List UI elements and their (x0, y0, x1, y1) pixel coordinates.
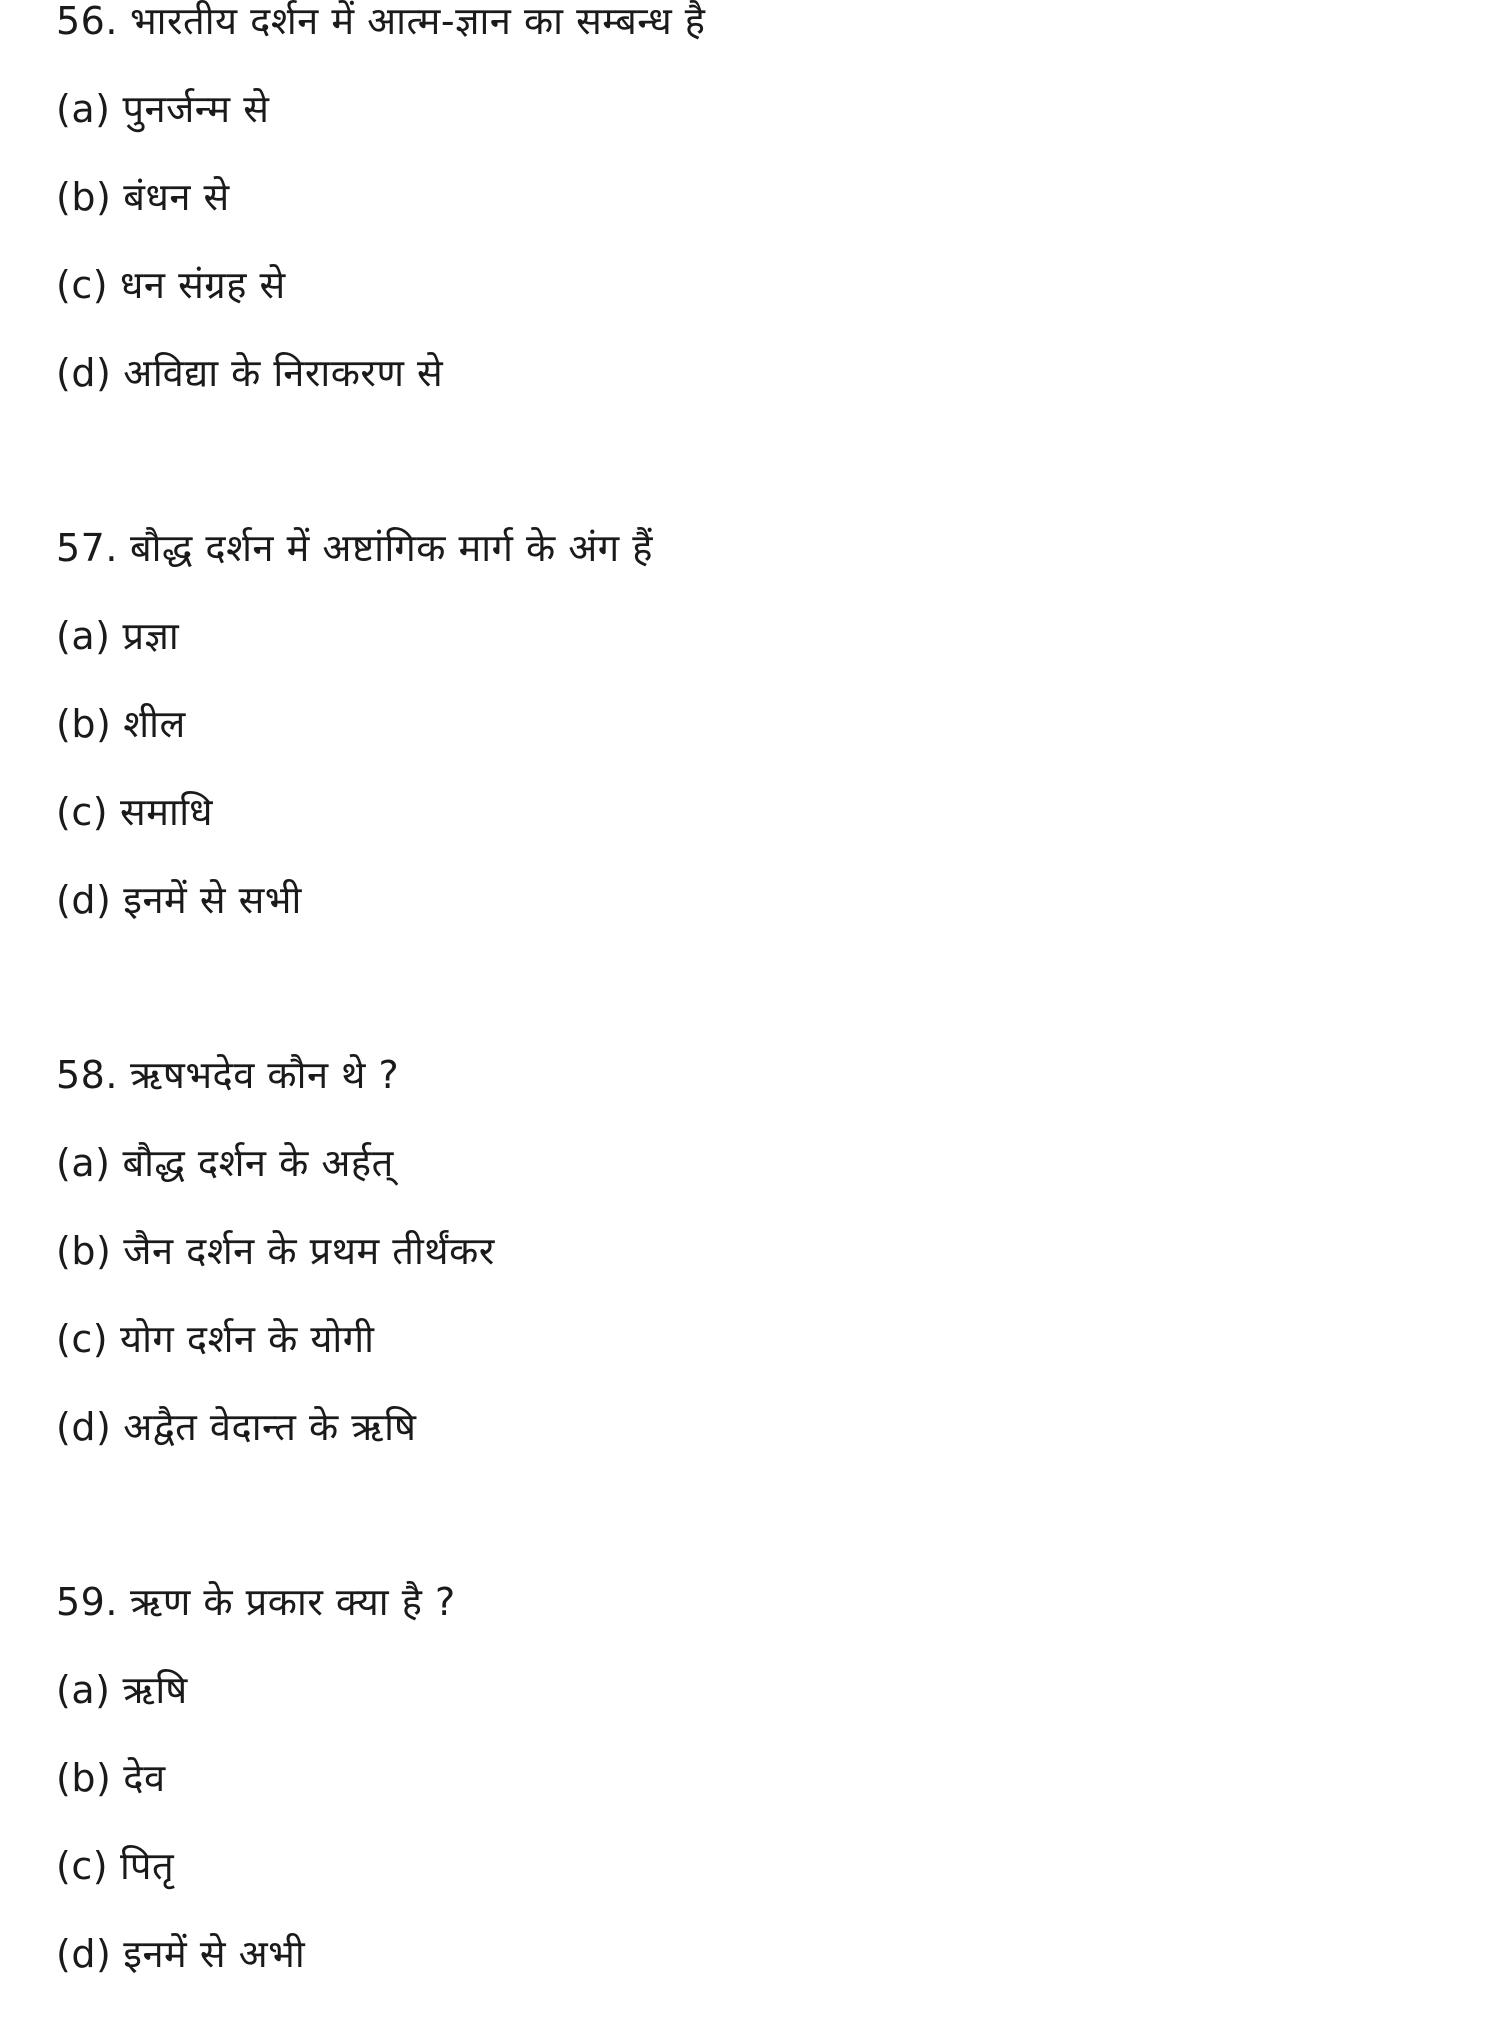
question-stem (56, 0, 1456, 74)
option-label: (d) (56, 878, 112, 922)
option-text: इनमें से अभी (123, 1932, 306, 1976)
question-59 (56, 1567, 1456, 2007)
option-text: बंधन से (123, 175, 230, 219)
question-text: ऋण के प्रकार क्या है ? (129, 1580, 456, 1624)
option-label: (b) (56, 1756, 112, 1800)
option-text: अविद्या के निराकरण से (123, 351, 444, 395)
question-number: 57. (56, 526, 118, 570)
option-label: (d) (56, 1932, 112, 1976)
option-a (56, 601, 1456, 689)
option-b (56, 162, 1456, 250)
option-label: (a) (56, 614, 111, 658)
option-c (56, 777, 1456, 865)
option-text: शील (123, 702, 186, 746)
question-text: ऋषभदेव कौन थे ? (129, 1053, 400, 1097)
question-number: 58. (56, 1053, 118, 1097)
option-label: (d) (56, 1405, 112, 1449)
option-c (56, 1831, 1456, 1919)
option-b (56, 1216, 1456, 1304)
option-text: समाधि (120, 790, 214, 834)
option-b (56, 689, 1456, 777)
option-label: (b) (56, 702, 112, 746)
option-c (56, 250, 1456, 338)
question-text: भारतीय दर्शन में आत्म-ज्ञान का सम्बन्ध है (129, 0, 706, 43)
question-text: बौद्ध दर्शन में अष्टांगिक मार्ग के अंग हैं (129, 526, 653, 570)
option-label: (c) (56, 263, 109, 307)
option-a (56, 1655, 1456, 1743)
option-label: (b) (56, 175, 112, 219)
option-text: देव (123, 1756, 166, 1800)
option-label: (c) (56, 1317, 109, 1361)
option-text: इनमें से सभी (123, 878, 302, 922)
option-text: पुनर्जन्म से (122, 87, 270, 131)
option-label: (a) (56, 87, 111, 131)
option-label: (d) (56, 351, 112, 395)
option-text: पितृ (120, 1844, 175, 1888)
question-stem (56, 1567, 1456, 1655)
question-57 (56, 513, 1456, 953)
option-label: (c) (56, 1844, 109, 1888)
option-text: योग दर्शन के योगी (120, 1317, 375, 1361)
option-d (56, 1392, 1456, 1480)
option-label: (a) (56, 1668, 111, 1712)
option-label: (a) (56, 1141, 111, 1185)
question-number: 59. (56, 1580, 118, 1624)
option-b (56, 1743, 1456, 1831)
option-label: (c) (56, 790, 109, 834)
option-text: ऋषि (122, 1668, 188, 1712)
question-stem (56, 1040, 1456, 1128)
option-text: धन संग्रह से (120, 263, 286, 307)
question-number: 56. (56, 0, 118, 43)
option-a (56, 74, 1456, 162)
option-text: जैन दर्शन के प्रथम तीर्थंकर (123, 1229, 495, 1273)
option-text: अद्वैत वेदान्त के ऋषि (123, 1405, 417, 1449)
option-d (56, 338, 1456, 426)
question-58 (56, 1040, 1456, 1480)
option-label: (b) (56, 1229, 112, 1273)
option-text: बौद्ध दर्शन के अर्हत् (122, 1141, 394, 1185)
option-c (56, 1304, 1456, 1392)
option-d (56, 1919, 1456, 2007)
question-stem (56, 513, 1456, 601)
option-d (56, 865, 1456, 953)
question-56 (56, 0, 1456, 426)
option-a (56, 1128, 1456, 1216)
option-text: प्रज्ञा (122, 614, 180, 658)
